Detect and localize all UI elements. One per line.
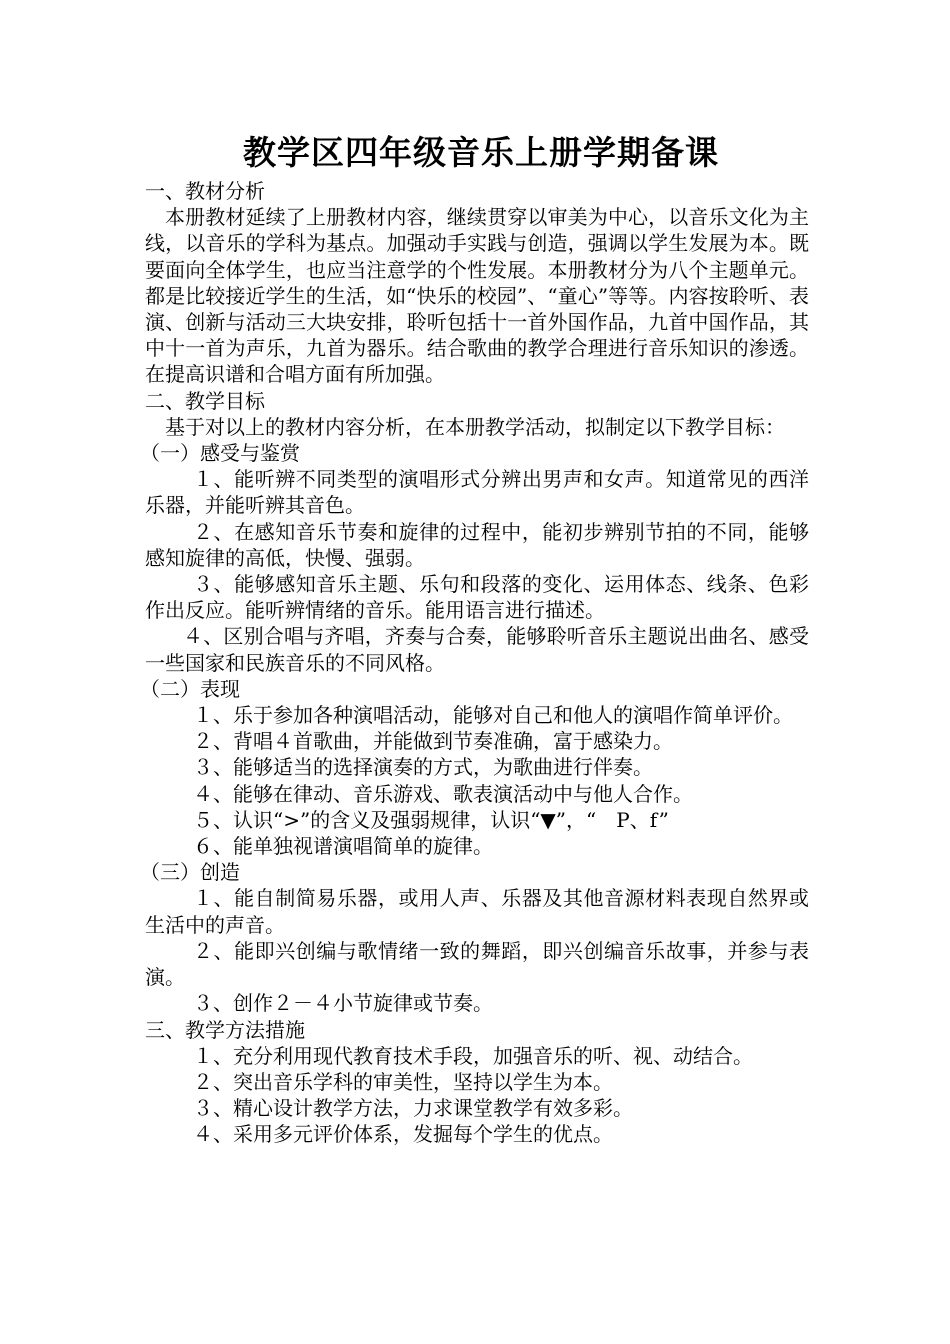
list-item: ２、背唱４首歌曲，并能做到节奏准确，富于感染力。	[193, 729, 673, 754]
list-item: ２、在感知音乐节奏和旋律的过程中，能初步辨别节拍的不同，能够感知旋律的高低，快慢、强弱。	[145, 519, 809, 570]
subsection-heading-appreciation: （一）感受与鉴赏	[140, 441, 300, 466]
list-item: ４、能够在律动、音乐游戏、歌表演活动中与他人合作。	[193, 781, 693, 806]
list-item: ３、能够感知音乐主题、乐句和段落的变化、运用体态、线条、色彩作出反应。能听辨情绪的音乐。能用语言进行描述。	[145, 572, 809, 623]
document-title: 教学区四年级音乐上册学期备课	[243, 133, 719, 172]
list-item: ４、采用多元评价体系，发掘每个学生的优点。	[193, 1122, 613, 1147]
list-item: １、能听辨不同类型的演唱形式分辨出男声和女声。知道常见的西洋乐器，并能听辨其音色。	[145, 467, 809, 518]
list-item: ４、区别合唱与齐唱，齐奏与合奏，能够聆听音乐主题说出曲名、感受一些国家和民族音乐的不同风格。	[145, 624, 809, 675]
document-page	[140, 128, 809, 1148]
goals-intro: 基于对以上的教材内容分析，在本册教学活动，拟制定以下教学目标：	[165, 414, 785, 439]
list-item: １、乐于参加各种演唱活动，能够对自己和他人的演唱作简单评价。	[193, 703, 793, 728]
materials-paragraph: 本册教材延续了上册教材内容，继续贯穿以审美为中心，以音乐文化为主线，以音乐的学科为基点。加强动手实践与创造，强调以学生发展为本。既要面向全体学生，也应当注意学的个性发展。本册教材分为八个主题单元。都是比较接近学生的生活，如“快乐的校园”、“童心”等等。内容按聆听、表演、创新与活动三大块安排，聆听包括十一首外国作品，九首中国作品，其中十一首为声乐，九首为器乐。结合歌曲的教学合理进行音乐知识的渗透。在提高识谱和合唱方面有所加强。	[145, 205, 809, 387]
list-item: ３、精心设计教学方法，力求课堂教学有效多彩。	[193, 1096, 633, 1121]
list-item: ３、创作２－４小节旋律或节奏。	[193, 991, 493, 1016]
list-item: ６、能单独视谱演唱简单的旋律。	[193, 834, 493, 859]
list-item: ２、突出音乐学科的审美性，坚持以学生为本。	[193, 1069, 613, 1094]
list-item: １、充分利用现代教育技术手段，加强音乐的听、视、动结合。	[193, 1043, 753, 1068]
section-heading-goals: 二、教学目标	[145, 388, 265, 413]
list-item: ２、能即兴创编与歌情绪一致的舞蹈，即兴创编音乐故事，并参与表演。	[145, 938, 809, 990]
subsection-heading-creation: （三）创造	[140, 860, 240, 885]
section-heading-materials: 一、教材分析	[145, 179, 265, 203]
list-item: １、能自制简易乐器，或用人声、乐器及其他音源材料表现自然界或生活中的声音。	[145, 886, 809, 937]
list-item: ３、能够适当的选择演奏的方式，为歌曲进行伴奏。	[193, 755, 653, 780]
list-item: ５、认识“>”的含义及强弱规律，认识“▼”，“ P、f”	[193, 807, 669, 832]
section-heading-methods: 三、教学方法措施	[145, 1017, 305, 1042]
subsection-heading-performance: （二）表现	[140, 676, 240, 701]
